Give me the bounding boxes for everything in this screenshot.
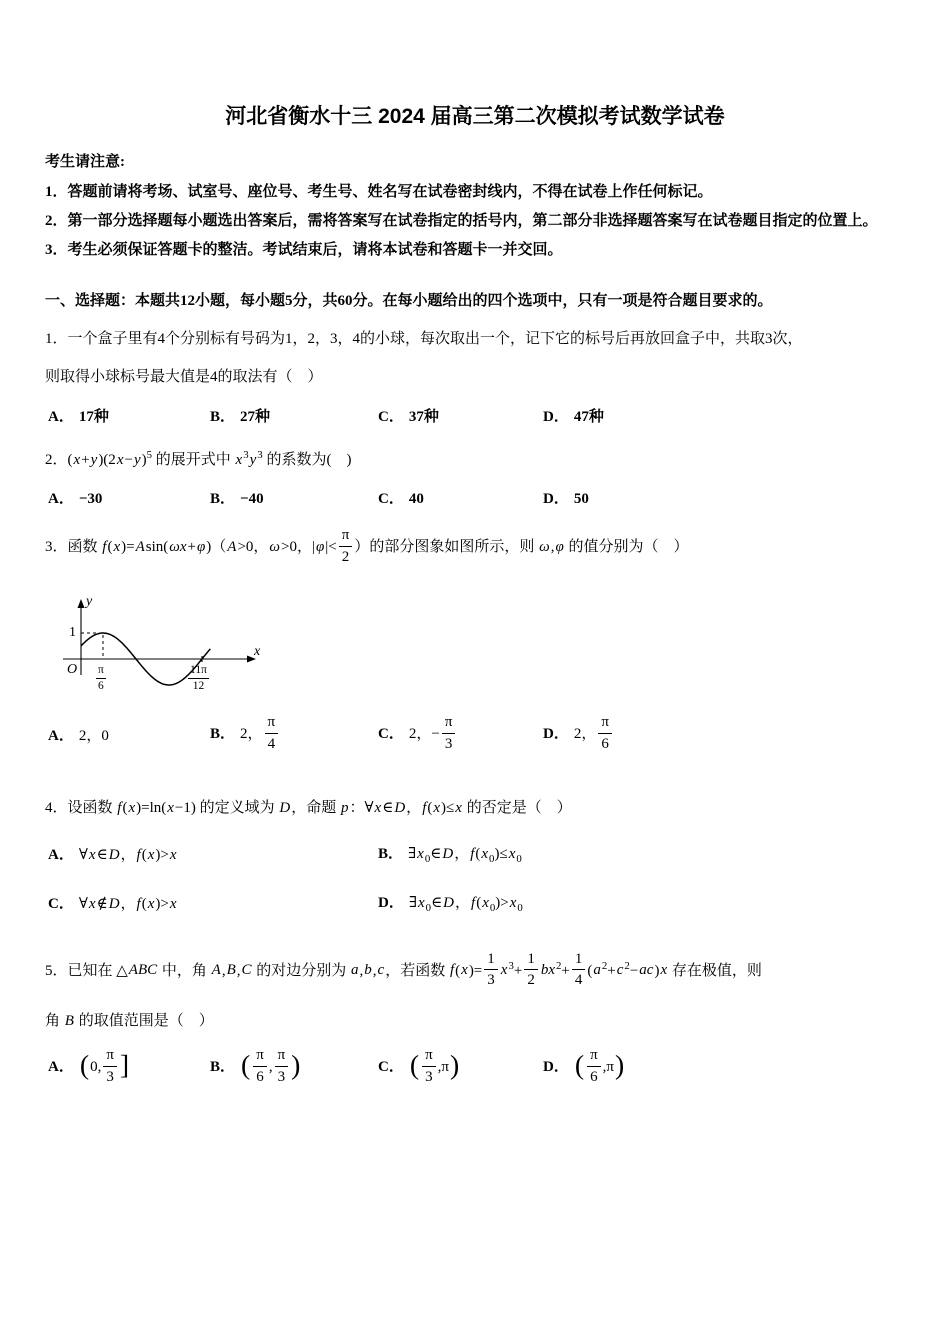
- q2-option-d: [543, 487, 905, 508]
- question-1-options: [45, 405, 905, 426]
- q4-option-a: [48, 843, 378, 864]
- option-label: C．: [378, 408, 404, 425]
- question-4-options: [45, 842, 905, 914]
- question-1: [45, 327, 905, 426]
- option-label: A．: [48, 728, 74, 744]
- option-value: ∀x∈D，f(x)>x: [78, 846, 177, 863]
- question-5-options: [45, 1048, 905, 1087]
- option-value: 2， $\frac{\pi}{6}$: [574, 726, 614, 742]
- option-label: A．: [48, 846, 74, 863]
- option-label: C．: [378, 491, 404, 507]
- y-axis-label: y: [86, 594, 93, 609]
- y-max-label: 1: [69, 625, 76, 640]
- option-value: ( $\frac{\pi}{6}$ ,π): [574, 1047, 625, 1085]
- notice-list: [45, 179, 905, 263]
- origin-label: O: [67, 662, 78, 677]
- q3-graph: [53, 594, 283, 701]
- question-1-line-2: 则取得小球标号最大值是4的取法有（ ）: [45, 369, 323, 385]
- option-label: D．: [543, 408, 569, 425]
- question-5-stem-line-2: 角 B 的取值范围是（ ）: [45, 1012, 214, 1029]
- option-value: −30: [78, 491, 103, 507]
- option-value: (0, $\frac{\pi}{3}$ ]: [79, 1047, 130, 1085]
- q1-option-d: [543, 405, 905, 426]
- q1-option-a: [48, 405, 210, 426]
- option-label: C．: [378, 725, 404, 742]
- option-label: C．: [378, 1058, 404, 1075]
- option-label: B．: [210, 408, 236, 425]
- question-5-stem: 5．已知在 △ABC 中，角 A,B,C 的对边分别为 a,b,c，若函数 f(x)= $\frac{1}{3}$ $x^3+$ $\frac{1}{2}$ $bx^2+$ $\frac{1}{4}$ $(a^2+c^2-ac)x$ 存在极值，则: [45, 950, 762, 988]
- option-label: D．: [543, 1058, 569, 1075]
- question-2: [45, 446, 905, 509]
- option-value: ( $\frac{\pi}{6}$ , $\frac{\pi}{3}$ ): [241, 1047, 301, 1085]
- option-label: B．: [210, 491, 236, 507]
- option-value: $\exists x_0\in D$，$f(x_0)>x_0$: [408, 894, 523, 914]
- q4-option-c: [48, 892, 378, 913]
- question-2-stem: 2．$(x+y)(2x-y)^5$ 的展开式中 $x^3y^3$ 的系数为( ): [45, 448, 352, 468]
- q2-option-a: [48, 487, 210, 508]
- q2-option-c: [378, 487, 543, 508]
- page-title: 河北省衡水十三 2024 届高三第二次模拟考试数学试卷: [225, 105, 725, 128]
- q5-option-d: [543, 1048, 905, 1087]
- option-label: C．: [48, 895, 74, 912]
- option-value: $\exists x_0\in D$，$f(x_0)\le x_0$: [408, 845, 522, 865]
- q3-option-c: [378, 715, 543, 754]
- q2-option-b: [210, 487, 378, 508]
- option-value: 40: [408, 491, 424, 507]
- option-value: 37种: [408, 408, 439, 425]
- q1-option-b: [210, 405, 378, 426]
- option-label: A．: [48, 491, 74, 507]
- question-2-options: [45, 487, 905, 508]
- q3-option-d: [543, 715, 905, 754]
- notice-item-1: 1．答题前请将考场、试室号、座位号、考生号、姓名写在试卷密封线内，不得在试卷上作任何标记。: [45, 183, 713, 200]
- question-3: [45, 528, 905, 754]
- option-value: 2，− $\frac{\pi}{3}$: [409, 726, 458, 742]
- question-3-options: [45, 715, 905, 754]
- x-axis-label: x: [254, 644, 261, 659]
- x-tick-pi-over-6: $\frac{\pi}{6}$: [98, 664, 104, 692]
- q4-option-b: [378, 842, 905, 865]
- option-label: A．: [48, 408, 74, 425]
- q3-option-a: [48, 724, 210, 745]
- q3-graph-svg: [53, 594, 283, 697]
- question-4-stem: 4．设函数 f(x)=ln(x−1) 的定义域为 D，命题 p：∀x∈D，f(x)≤x 的否定是（ ）: [45, 800, 572, 816]
- option-value: ∀x∉D，f(x)>x: [78, 895, 177, 912]
- option-value: 2，0: [78, 728, 109, 744]
- notice-item-2: 2．第一部分选择题每小题选出答案后，需将答案写在试卷指定的括号内，第二部分非选择题答案写在试卷题目指定的位置上。: [45, 212, 878, 229]
- question-1-line-1: 1．一个盒子里有4个分别标有号码为1，2，3，4的小球，每次取出一个，记下它的标号后再放回盒子中，共取3次，: [45, 330, 803, 347]
- question-3-stem: 3．函数 f(x)=Asin(ωx+φ)（A>0，ω>0，|φ|< $\frac{\pi}{2}$ ）的部分图象如图所示，则 ω,φ 的值分别为（ ）: [45, 527, 689, 565]
- option-value: −40: [240, 491, 264, 507]
- option-label: D．: [543, 491, 569, 507]
- q5-option-c: [378, 1048, 543, 1087]
- notice-heading: 考生请注意:: [45, 154, 125, 170]
- y-axis-arrow-icon: [78, 599, 85, 608]
- option-value: 50: [573, 491, 589, 507]
- option-value: 2， $\frac{\pi}{4}$: [240, 726, 280, 742]
- q1-option-c: [378, 405, 543, 426]
- question-4: [45, 796, 905, 914]
- option-label: B．: [210, 725, 236, 742]
- q4-option-d: [378, 891, 905, 914]
- question-5: [45, 952, 905, 1088]
- option-label: A．: [48, 1058, 74, 1075]
- option-value: 17种: [78, 408, 109, 425]
- option-label: B．: [210, 1058, 236, 1075]
- option-label: D．: [543, 725, 569, 742]
- section-heading: 一、选择题：本题共12小题，每小题5分，共60分。在每小题给出的四个选项中，只有一项是符合题目要求的。: [45, 292, 773, 309]
- q5-option-a: [48, 1048, 210, 1087]
- option-label: D．: [378, 894, 404, 911]
- option-label: B．: [378, 845, 404, 862]
- option-value: 27种: [240, 408, 271, 425]
- option-value: 47种: [573, 408, 604, 425]
- x-tick-11pi-over-12: $\frac{11\pi}{12}$: [190, 664, 207, 692]
- q5-option-b: [210, 1048, 378, 1087]
- q3-option-b: [210, 715, 378, 754]
- option-value: ( $\frac{\pi}{3}$ ,π): [409, 1047, 460, 1085]
- notice-item-3: 3．考生必须保证答题卡的整洁。考试结束后，请将本试卷和答题卡一并交回。: [45, 241, 563, 258]
